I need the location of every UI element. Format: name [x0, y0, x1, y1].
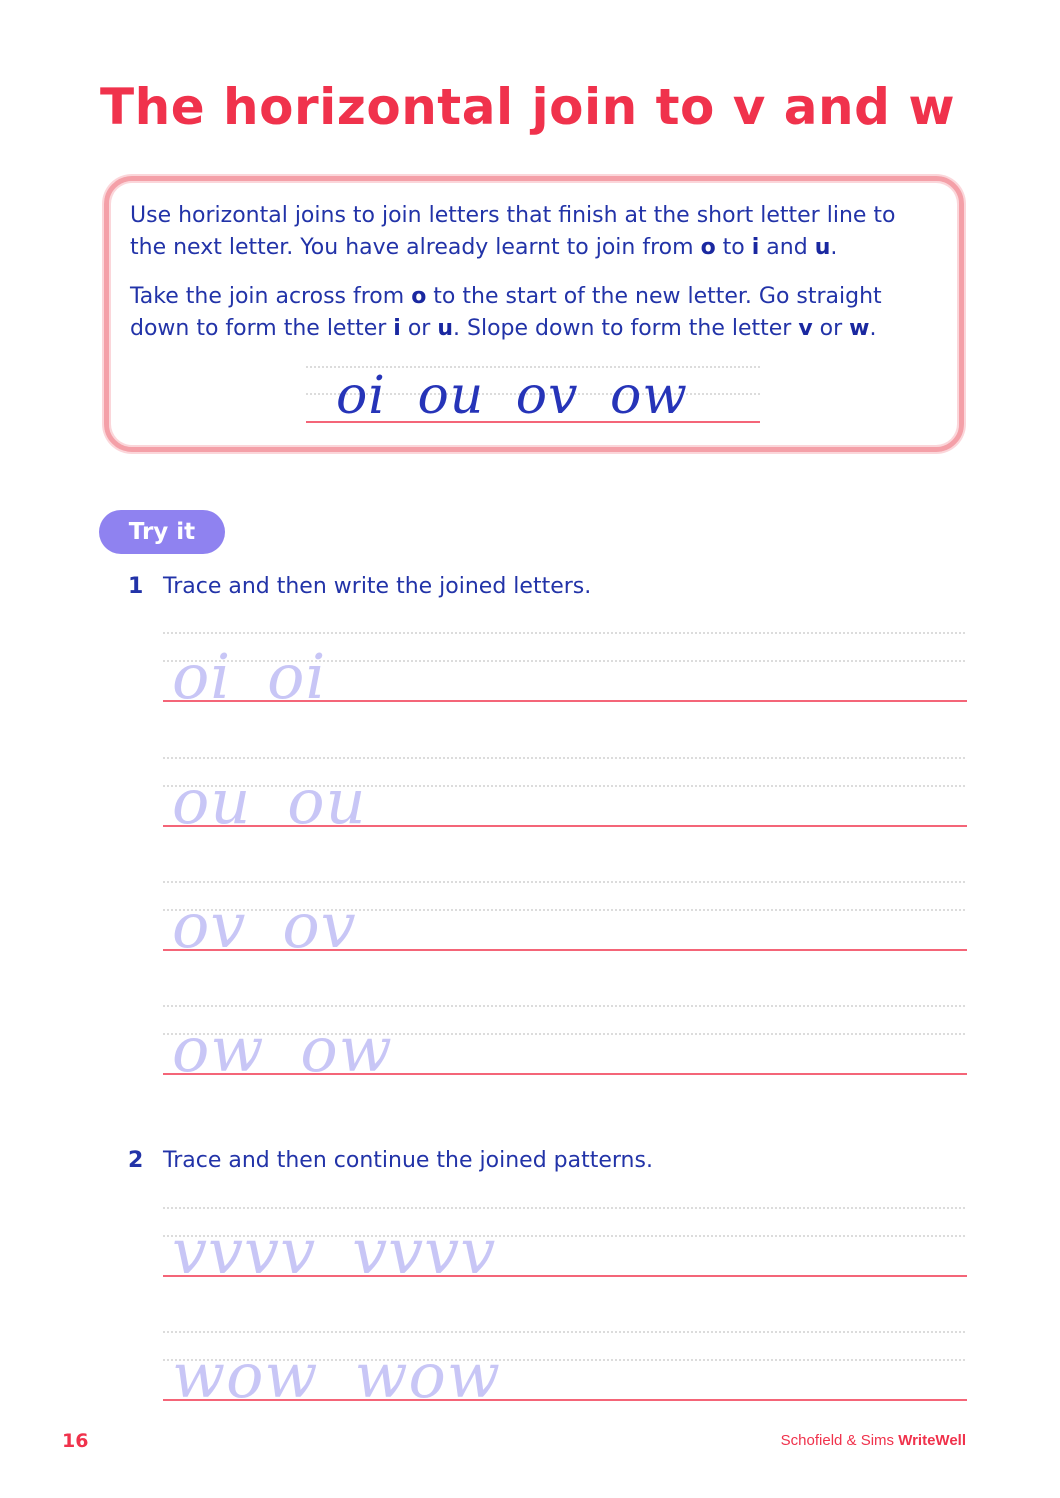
- trace-word: ov: [172, 889, 247, 962]
- trace-word: ow: [172, 1013, 265, 1086]
- demo-joined-letters: oi ou ov ow: [336, 366, 688, 426]
- page-title: The horizontal join to v and w: [100, 78, 956, 136]
- instruction-paragraph-2: Take the join across from o to the start of the new letter. Go straight down to form the letter i or u. Slope down to form the letter v or w.: [130, 284, 882, 341]
- trace-word: vvvv: [172, 1215, 317, 1288]
- trace-word: vvvv: [352, 1215, 497, 1288]
- instruction-paragraph-1: Use horizontal joins to join letters that finish at the short letter line to the next letter. You have already learnt to join from o to i and u.: [130, 203, 896, 260]
- trace-word: oi: [172, 640, 232, 713]
- try-it-badge: Try it: [99, 510, 225, 554]
- trace-word: wow: [172, 1339, 319, 1412]
- question-2-number: 2: [128, 1148, 144, 1173]
- question-2-text: Trace and then continue the joined patterns.: [163, 1148, 653, 1173]
- trace-word: oi: [267, 640, 327, 713]
- trace-word: ow: [300, 1013, 393, 1086]
- trace-word: ov: [282, 889, 357, 962]
- trace-letters: [172, 1013, 429, 1086]
- trace-letters: [172, 889, 393, 962]
- trace-letters: [172, 1215, 532, 1288]
- trace-letters: [172, 640, 362, 713]
- page-number: 16: [62, 1430, 89, 1452]
- trace-letters: [172, 1339, 537, 1412]
- trace-word: ou: [172, 765, 252, 838]
- question-1-text: Trace and then write the joined letters.: [163, 574, 592, 599]
- publisher-credit: Schofield & Sims WriteWell: [780, 1432, 966, 1449]
- question-1-number: 1: [128, 574, 144, 599]
- trace-word: ou: [287, 765, 367, 838]
- trace-word: wow: [354, 1339, 501, 1412]
- trace-letters: [172, 765, 403, 838]
